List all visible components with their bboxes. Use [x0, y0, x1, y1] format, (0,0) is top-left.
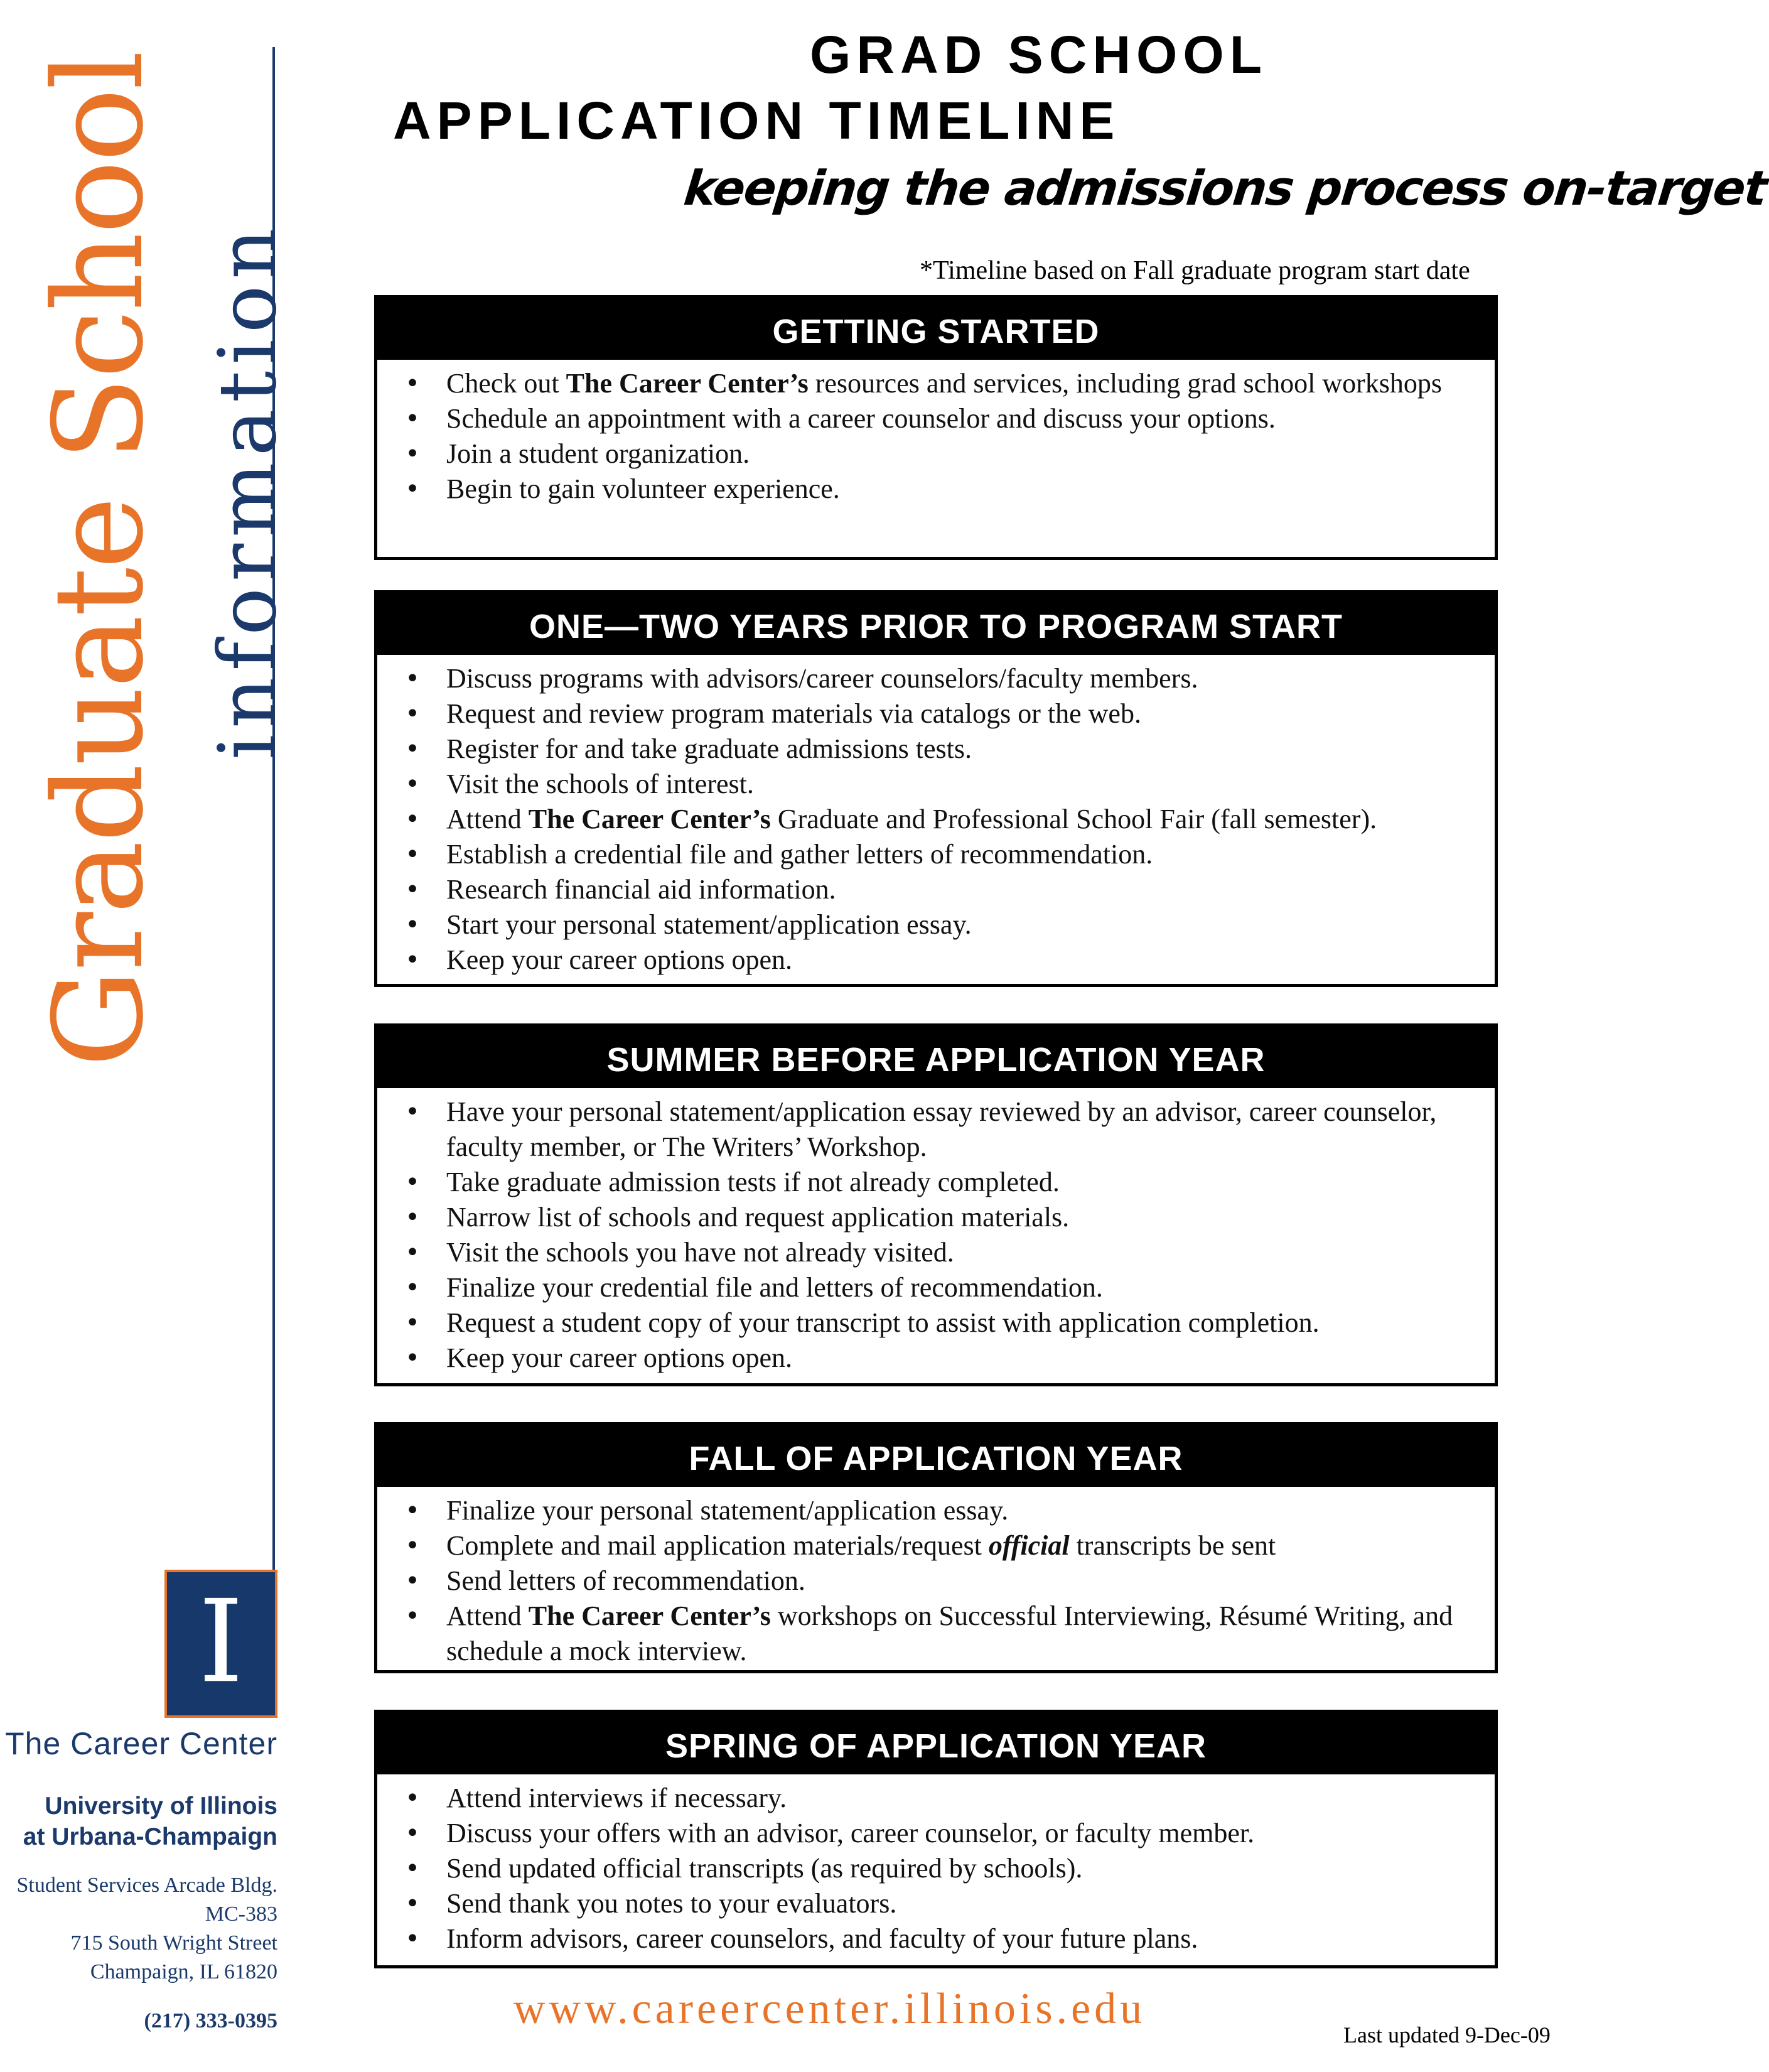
list-item: [377, 767, 1495, 802]
list-item: [377, 1235, 1495, 1270]
page-title-line-2: APPLICATION TIMELINE: [393, 91, 1121, 150]
item-text: Establish a credential file and gather letters of recommendation.: [446, 839, 1153, 870]
bullet-icon: •: [405, 770, 420, 799]
address-line-1: Student Services Arcade Bldg.: [16, 1874, 277, 1897]
item-text: Join a student organization.: [446, 438, 750, 469]
bullet-icon: •: [405, 910, 420, 939]
bullet-icon: •: [405, 1238, 420, 1267]
list-item: [377, 661, 1495, 696]
section-summer-before: [374, 1023, 1498, 1386]
bullet-icon: •: [405, 1203, 420, 1232]
university-line-1: University of Illinois: [45, 1793, 277, 1820]
list-item: [377, 1528, 1495, 1563]
item-text: Register for and take graduate admissions tests.: [446, 733, 972, 764]
bullet-icon: •: [405, 1496, 420, 1525]
last-updated: Last updated 9-Dec-09: [1343, 2022, 1551, 2048]
item-text: Finalize your credential file and letters of recommendation.: [446, 1272, 1103, 1303]
item-text: Inform advisors, career counselors, and faculty of your future plans.: [446, 1923, 1198, 1954]
bullet-icon: •: [405, 1344, 420, 1373]
address-line-4: Champaign, IL 61820: [90, 1960, 277, 1983]
list-item: [377, 696, 1495, 731]
item-text: Send thank you notes to your evaluators.: [446, 1888, 897, 1919]
item-text: Research financial aid information.: [446, 874, 836, 905]
section-fall-of-application: [374, 1422, 1498, 1673]
list-item: [377, 872, 1495, 907]
bullet-icon: •: [405, 946, 420, 974]
item-text: Attend: [446, 804, 529, 834]
section-list: [377, 360, 1495, 507]
section-list: [377, 1088, 1495, 1376]
address-line-3: 715 South Wright Street: [70, 1931, 277, 1955]
bullet-icon: •: [405, 404, 420, 433]
section-list: [377, 655, 1495, 978]
svg-text:I: I: [198, 1575, 244, 1708]
item-emphasis: The Career Center’s: [566, 368, 809, 399]
list-item: [377, 1816, 1495, 1851]
list-item: [377, 1165, 1495, 1200]
section-list: [377, 1487, 1495, 1669]
item-emphasis: official: [988, 1530, 1070, 1561]
item-text-continued: resources and services, including grad school workshops: [808, 368, 1443, 399]
item-text: Keep your career options open.: [446, 1342, 793, 1373]
bullet-icon: •: [405, 440, 420, 468]
list-item: [377, 907, 1495, 942]
item-text-continued: Graduate and Professional School Fair (fall semester).: [770, 804, 1377, 834]
list-item: [377, 1599, 1495, 1669]
section-spring-of-application: [374, 1710, 1498, 1968]
list-item: [377, 1493, 1495, 1528]
item-text: Have your personal statement/application essay reviewed by an advisor, career counselor, faculty member, or The Writers’ Workshop.: [446, 1096, 1437, 1162]
bullet-icon: •: [405, 1308, 420, 1337]
item-text: Schedule an appointment with a career counselor and discuss your options.: [446, 403, 1276, 434]
bullet-icon: •: [405, 699, 420, 728]
university-line-2: at Urbana-Champaign: [23, 1823, 277, 1850]
university-name: [23, 1791, 277, 1852]
bullet-icon: •: [405, 805, 420, 834]
section-one-two-years-prior: [374, 590, 1498, 987]
bullet-icon: •: [405, 1784, 420, 1813]
bullet-icon: •: [405, 369, 420, 398]
list-item: [377, 1563, 1495, 1599]
bullet-icon: •: [405, 1819, 420, 1848]
item-text: Start your personal statement/application essay.: [446, 909, 972, 940]
item-text: Keep your career options open.: [446, 944, 793, 975]
sidebar-subtitle: information: [202, 222, 294, 760]
item-text: Take graduate admission tests if not already completed.: [446, 1167, 1060, 1197]
bullet-icon: •: [405, 1567, 420, 1595]
section-list: [377, 1774, 1495, 1956]
item-emphasis: The Career Center’s: [528, 804, 771, 834]
list-item: [377, 1200, 1495, 1235]
list-item: [377, 942, 1495, 978]
bullet-icon: •: [405, 664, 420, 693]
list-item: [377, 1921, 1495, 1956]
list-item: [377, 731, 1495, 767]
bullet-icon: •: [405, 735, 420, 764]
list-item: [377, 1781, 1495, 1816]
item-text: Visit the schools of interest.: [446, 769, 754, 799]
bullet-icon: •: [405, 1168, 420, 1197]
section-heading: SPRING OF APPLICATION YEAR: [377, 1713, 1495, 1774]
item-text: Request and review program materials via catalogs or the web.: [446, 698, 1141, 729]
section-heading: GETTING STARTED: [377, 298, 1495, 360]
list-item: [377, 837, 1495, 872]
list-item: [377, 436, 1495, 472]
bullet-icon: •: [405, 1602, 420, 1631]
list-item: [377, 366, 1495, 401]
bullet-icon: •: [405, 840, 420, 869]
timeline-note: *Timeline based on Fall graduate program start date: [920, 256, 1470, 285]
item-text: Check out: [446, 368, 566, 399]
item-text-continued: workshops on Successful Interviewing, Résumé Writing, and schedule a mock interview.: [446, 1600, 1453, 1666]
list-item: [377, 472, 1495, 507]
website-link[interactable]: www.careercenter.illinois.edu: [513, 1985, 1146, 2033]
list-item: [377, 1305, 1495, 1341]
bullet-icon: •: [405, 475, 420, 504]
bullet-icon: •: [405, 1889, 420, 1918]
bullet-icon: •: [405, 1854, 420, 1883]
block-i-icon: [167, 1572, 275, 1715]
item-text: Complete and mail application materials/request: [446, 1530, 989, 1561]
item-text: Attend interviews if necessary.: [446, 1783, 787, 1813]
section-heading: FALL OF APPLICATION YEAR: [377, 1425, 1495, 1487]
list-item: [377, 401, 1495, 436]
item-text-continued: transcripts be sent: [1069, 1530, 1276, 1561]
bullet-icon: •: [405, 875, 420, 904]
tagline: keeping the admissions process on-target: [681, 160, 1769, 216]
bullet-icon: •: [405, 1273, 420, 1302]
item-text: Send updated official transcripts (as required by schools).: [446, 1853, 1083, 1884]
list-item: [377, 802, 1495, 837]
bullet-icon: •: [405, 1098, 420, 1126]
sidebar-title: Graduate School: [28, 52, 171, 1067]
item-text: Send letters of recommendation.: [446, 1565, 805, 1596]
address-line-2: MC-383: [205, 1902, 277, 1926]
list-item: [377, 1886, 1495, 1921]
item-text: Request a student copy of your transcript to assist with application completion.: [446, 1307, 1320, 1338]
list-item: [377, 1094, 1495, 1165]
item-text: Finalize your personal statement/application essay.: [446, 1495, 1009, 1526]
section-heading: ONE—TWO YEARS PRIOR TO PROGRAM START: [377, 593, 1495, 655]
item-text: Visit the schools you have not already visited.: [446, 1237, 954, 1268]
phone-number: (217) 333-0395: [144, 2009, 277, 2032]
item-text: Discuss programs with advisors/career counselors/faculty members.: [446, 663, 1198, 694]
page-title-line-1: GRAD SCHOOL: [810, 25, 1267, 84]
item-text: Discuss your offers with an advisor, career counselor, or faculty member.: [446, 1818, 1255, 1848]
section-getting-started: [374, 295, 1498, 560]
list-item: [377, 1851, 1495, 1886]
item-emphasis: The Career Center’s: [528, 1600, 771, 1631]
bullet-icon: •: [405, 1531, 420, 1560]
list-item: [377, 1341, 1495, 1376]
bullet-icon: •: [405, 1924, 420, 1953]
item-text: Narrow list of schools and request application materials.: [446, 1202, 1070, 1233]
address-block: [17, 1871, 277, 1987]
item-text: Begin to gain volunteer experience.: [446, 473, 840, 504]
item-text: Attend: [446, 1600, 529, 1631]
section-heading: SUMMER BEFORE APPLICATION YEAR: [377, 1027, 1495, 1088]
org-name: The Career Center: [5, 1726, 277, 1761]
university-logo: [164, 1570, 277, 1718]
list-item: [377, 1270, 1495, 1305]
